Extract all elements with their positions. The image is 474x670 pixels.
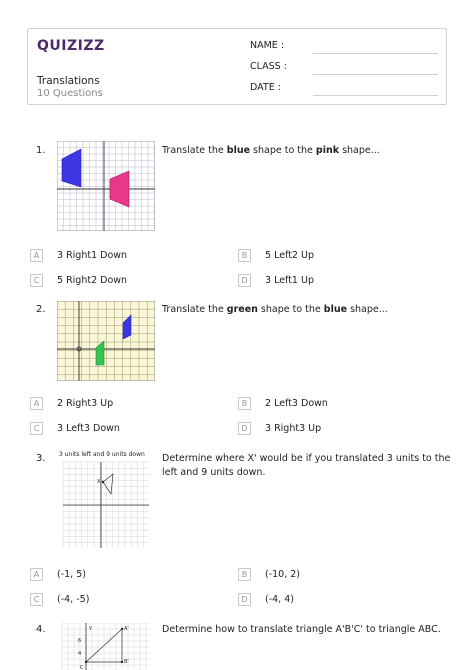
coordinate-grid-image [57,450,155,550]
worksheet-header [27,28,447,105]
option-text: (-4, -5) [57,594,90,605]
name-field[interactable] [313,53,438,54]
date-label: DATE : [250,82,281,93]
class-label: CLASS : [250,61,287,72]
question-text-part: shape... [339,145,380,156]
option-text: 3 Right3 Up [265,423,322,434]
option-letter: D [238,422,251,435]
question-text [162,303,452,317]
option-text: (-10, 2) [265,569,301,580]
question-text-part: shape... [347,304,388,315]
option-letter: A [30,249,43,262]
option-text: 2 Right3 Up [57,398,114,409]
date-field[interactable] [313,95,438,96]
option-letter: B [238,568,251,581]
question-number: 3. [36,453,46,464]
triangle-shape [103,474,113,494]
option-text: 5 Right2 Down [57,275,128,286]
question-text: Determine how to translate triangle A'B'C' to triangle ABC. [162,624,441,635]
question-text: Determine where X' would be if you translated 3 units to the left and 9 units down. [162,453,451,478]
question-text-part: shape to the [257,304,324,315]
question-number: 4. [36,624,46,635]
option-letter: B [238,249,251,262]
coordinate-grid-image [57,141,155,231]
tick-label: 4 [78,651,82,657]
question-text [162,144,452,158]
name-label: NAME : [250,40,285,51]
option-letter: A [30,397,43,410]
option-letter: C [30,274,43,287]
point-label: A' [124,626,129,632]
axis-label: y [89,625,92,631]
option-text: 3 Left3 Down [57,423,120,434]
tick-label: 6 [78,638,82,644]
worksheet-title: Translations [37,75,100,87]
option-letter: C [30,593,43,606]
question-text-part: Translate the [162,145,227,156]
question-text-part: Translate the [162,304,227,315]
option-letter: D [238,593,251,606]
point-label: X [97,479,101,485]
question-bold-word: blue [323,304,348,315]
option-text: 5 Left2 Up [265,250,314,261]
option-letter: B [238,397,251,410]
point-label: B' [124,659,129,665]
question-number: 1. [36,145,46,156]
option-text: 3 Right1 Down [57,250,128,261]
coordinate-grid-image [57,301,155,381]
option-letter: C [30,422,43,435]
option-letter: D [238,274,251,287]
option-text: 2 Left3 Down [265,398,328,409]
question-text-part: shape to the [250,145,316,156]
question-bold-word: pink [315,145,340,156]
image-caption: 3 units left and 9 units down [59,451,145,458]
option-text: 3 Left1 Up [265,275,314,286]
class-field[interactable] [313,74,438,75]
question-number: 2. [36,304,46,315]
point-label: C [80,665,84,670]
option-letter: A [30,568,43,581]
option-text: (-4, 4) [265,594,294,605]
question-bold-word: blue [226,145,251,156]
quizizz-logo: QUIZIZZ [37,38,105,54]
coordinate-grid-image [60,623,150,670]
question-count: 10 Questions [37,88,103,99]
question-bold-word: green [226,304,258,315]
option-text: (-1, 5) [57,569,86,580]
